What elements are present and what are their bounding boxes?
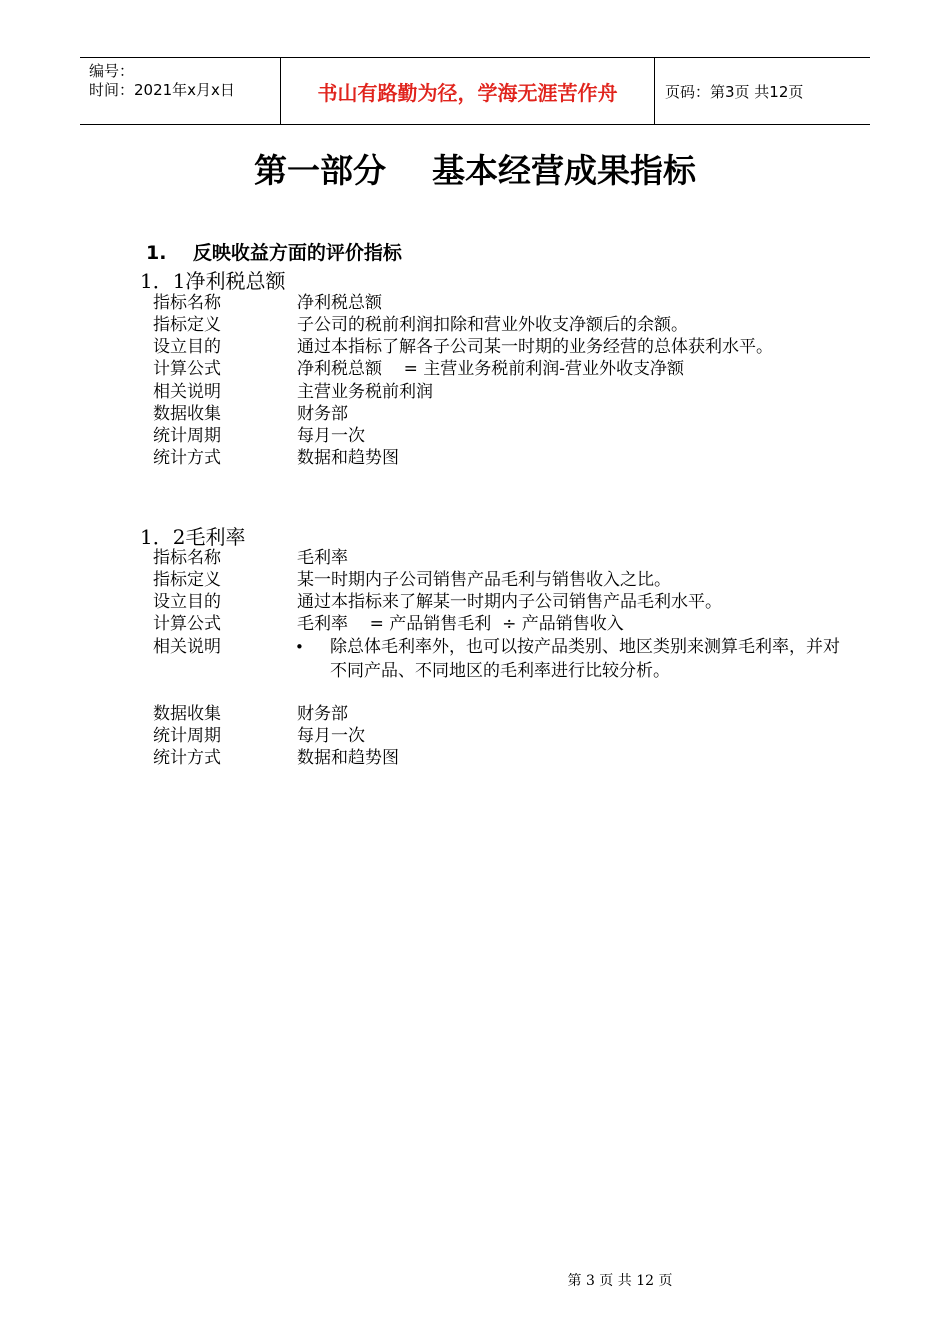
field-value: 财务部 <box>297 404 348 424</box>
bullet-icon: • <box>295 638 304 656</box>
field-value: 通过本指标来了解某一时期内子公司销售产品毛利水平。 <box>297 592 722 612</box>
field-value: 某一时期内子公司销售产品毛利与销售收入之比。 <box>297 570 671 590</box>
field-label: 指标定义 <box>153 570 221 590</box>
field-label: 设立目的 <box>153 592 221 612</box>
page-header <box>80 57 870 125</box>
subsection-heading-1-2: 1．2毛利率 <box>140 525 246 549</box>
document-number-label: 编号： <box>89 62 135 80</box>
subsection-heading-1-1: 1．1净利税总额 <box>140 269 286 293</box>
page-title: 第一部分 基本经营成果指标 <box>254 151 696 190</box>
field-label: 计算公式 <box>153 614 221 634</box>
note-text: 除总体毛利率外，也可以按产品类别、地区类别来测算毛利率，并对不同产品、不同地区的毛利率进行比较分析。 <box>330 637 840 681</box>
field-label: 相关说明 <box>153 382 221 402</box>
document-date-label: 时间：2021年x月x日 <box>89 81 235 99</box>
field-value: 净利税总额 <box>297 293 382 313</box>
field-label: 数据收集 <box>153 404 221 424</box>
field-label: 指标名称 <box>153 293 221 313</box>
section-heading: 1. 反映收益方面的评价指标 <box>146 242 402 264</box>
field-label: 统计方式 <box>153 748 221 768</box>
header-motto: 书山有路勤为径，学海无涯苦作舟 <box>317 80 618 105</box>
field-value: 每月一次 <box>297 726 365 746</box>
field-label: 统计周期 <box>153 426 221 446</box>
field-label: 指标定义 <box>153 315 221 335</box>
field-value: 财务部 <box>297 704 348 724</box>
field-label: 指标名称 <box>153 548 221 568</box>
header-left-cell <box>80 58 281 124</box>
field-label: 相关说明 <box>153 637 221 657</box>
header-page-info: 页码：第3页 共12页 <box>665 82 804 101</box>
field-value: 毛利率 = 产品销售毛利 ÷ 产品销售收入 <box>297 614 624 634</box>
field-value: 通过本指标了解各子公司某一时期的业务经营的总体获利水平。 <box>297 337 773 357</box>
field-label: 计算公式 <box>153 359 221 379</box>
header-page-cell <box>655 58 870 124</box>
field-value: 净利税总额 = 主营业务税前利润-营业外收支净额 <box>297 359 685 379</box>
field-label: 数据收集 <box>153 704 221 724</box>
field-value: 主营业务税前利润 <box>297 382 433 402</box>
field-value: 数据和趋势图 <box>297 448 399 468</box>
field-label: 设立目的 <box>153 337 221 357</box>
note-row <box>153 635 853 685</box>
field-value: 毛利率 <box>297 548 348 568</box>
field-label: 统计周期 <box>153 726 221 746</box>
field-label: 统计方式 <box>153 448 221 468</box>
field-value: 数据和趋势图 <box>297 748 399 768</box>
field-value: 子公司的税前利润扣除和营业外收支净额后的余额。 <box>297 315 688 335</box>
header-motto-cell <box>281 58 655 124</box>
field-value: 每月一次 <box>297 426 365 446</box>
page-footer: 第 3 页 共 12 页 <box>567 1273 673 1289</box>
